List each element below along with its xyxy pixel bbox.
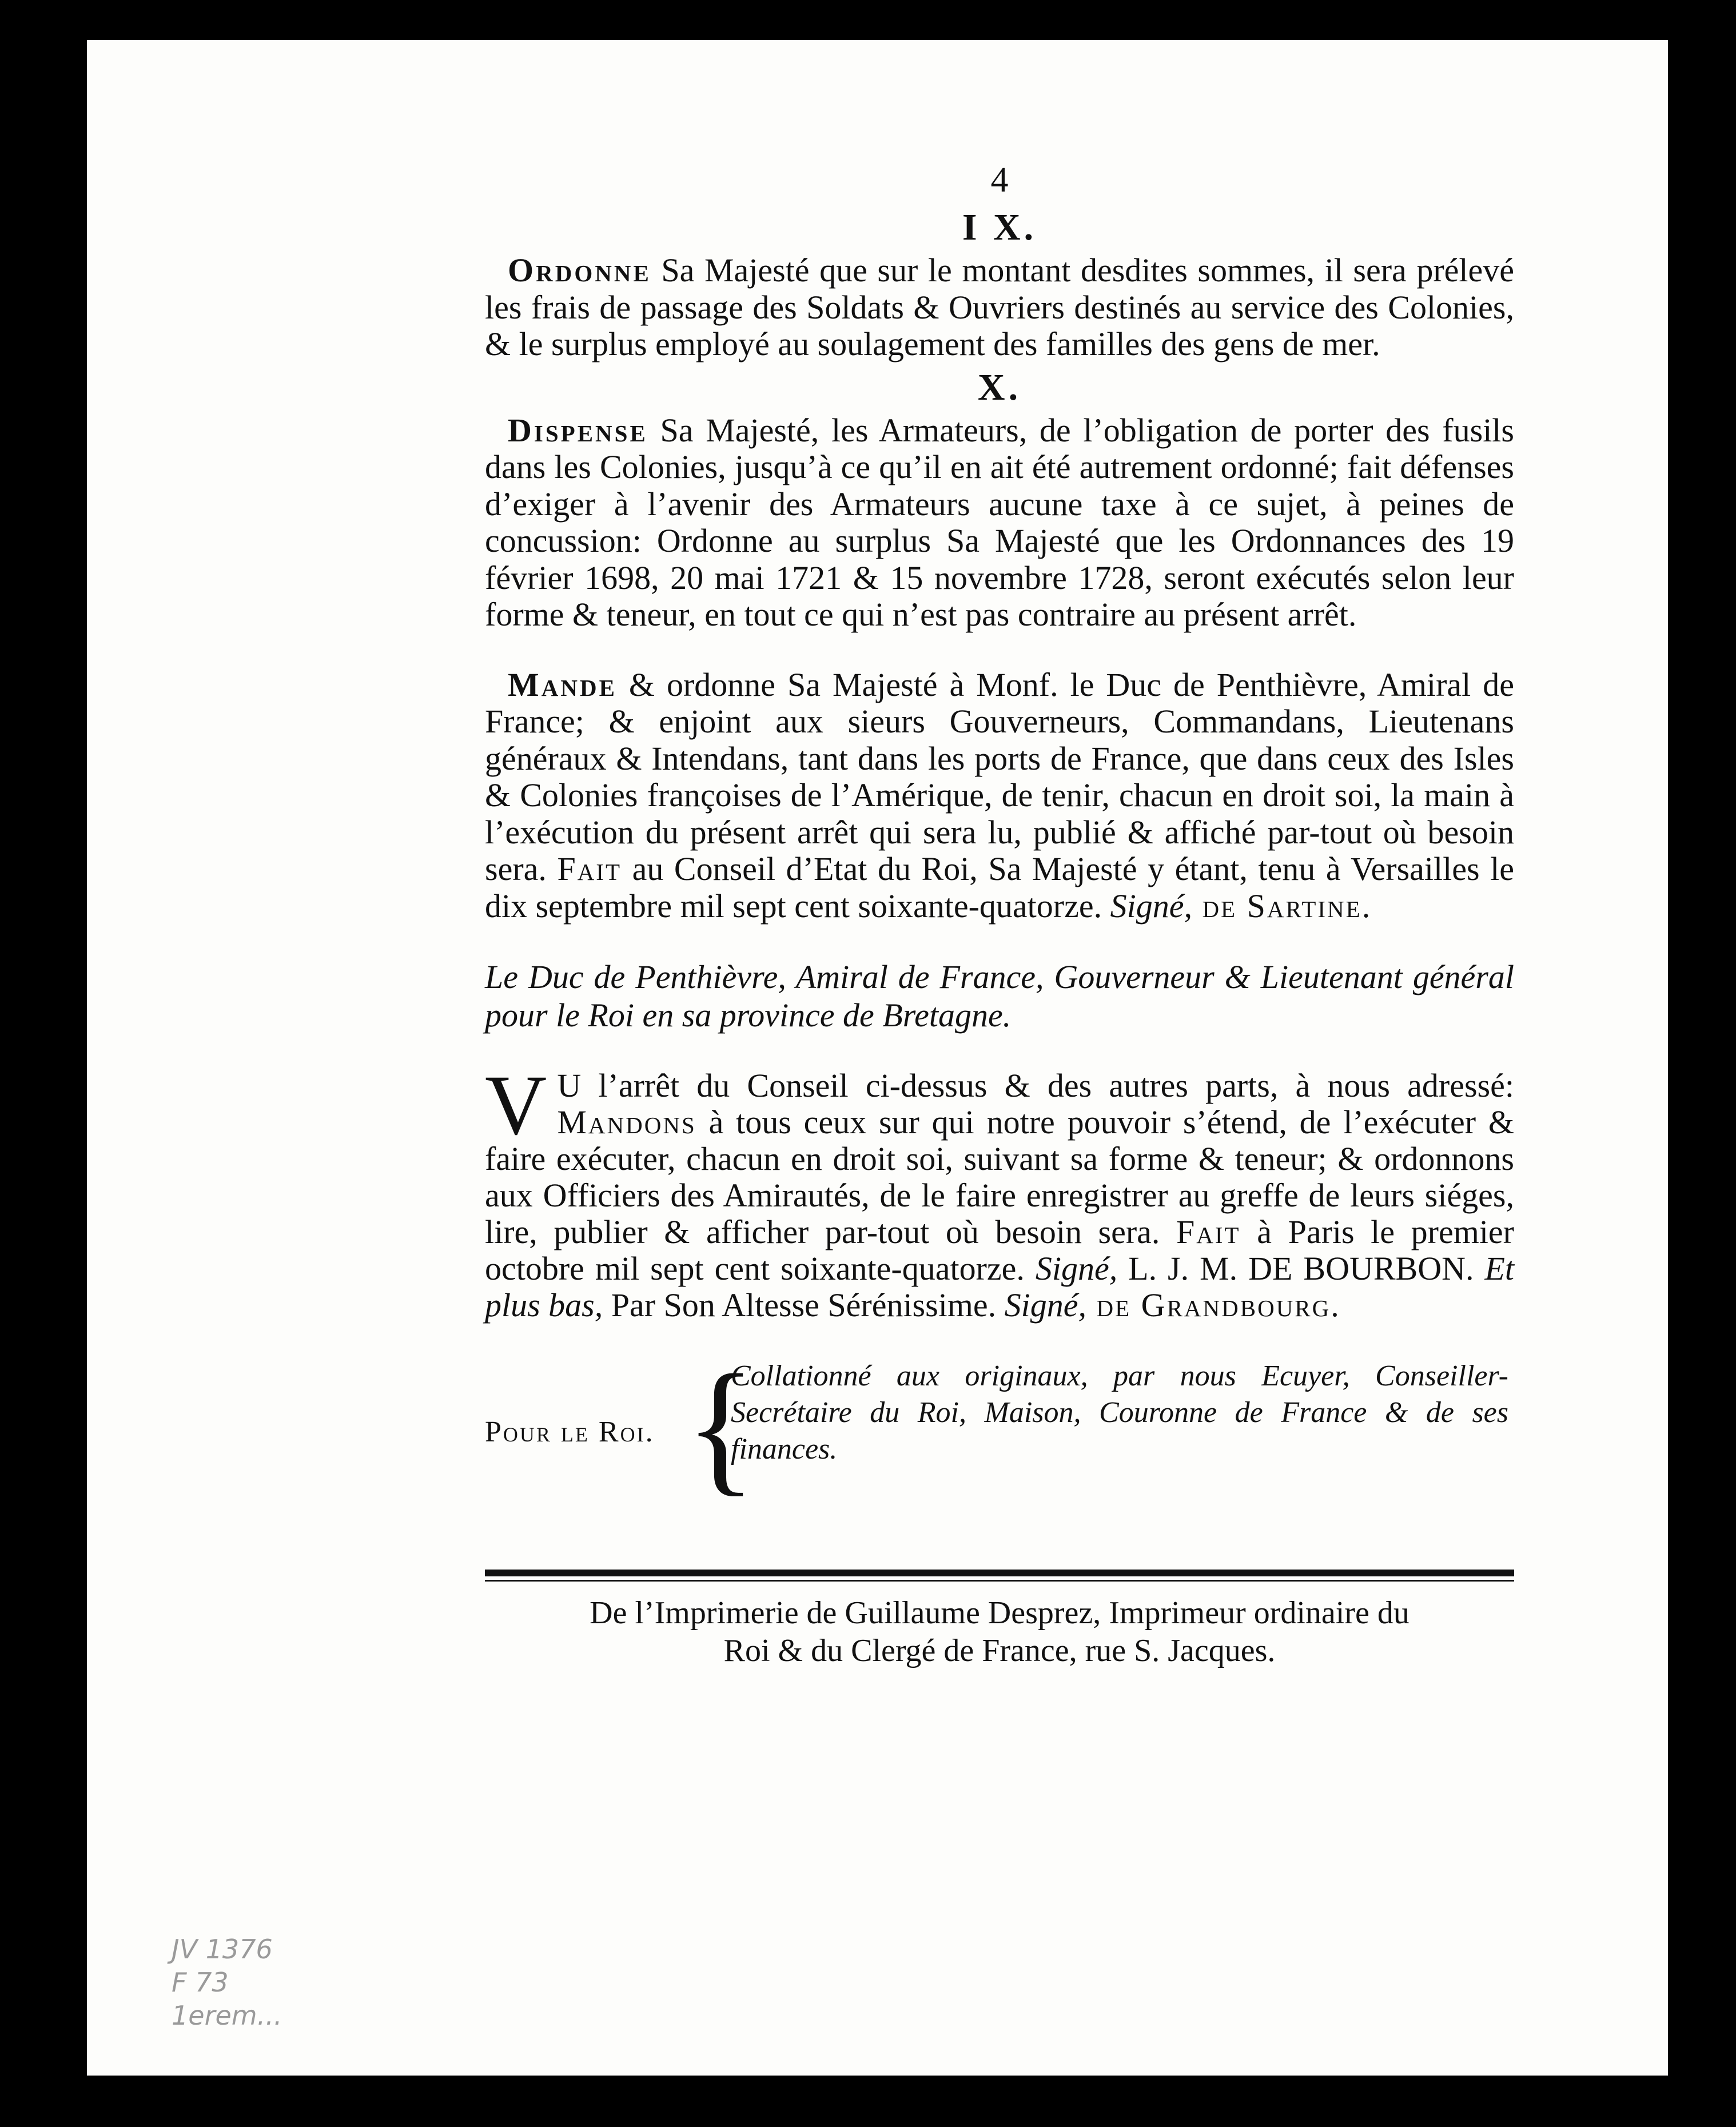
margin-note-line-3: 1erem... xyxy=(172,2000,282,2031)
vu-text-1: U l’arrêt du Conseil ci-dessus & des autres parts, à nous adressé: xyxy=(557,1067,1514,1104)
vu-mandons-word: Mandons xyxy=(557,1104,696,1141)
vu-text-5: Par Son Altesse Sérénissime. xyxy=(603,1286,1005,1324)
imprint-line-2: Roi & du Clergé de France, rue S. Jacques. xyxy=(723,1633,1276,1668)
mande-signe-word: Signé, xyxy=(1110,887,1192,925)
pour-le-roi: Pour le Roi. xyxy=(485,1416,655,1448)
margin-note-line-1: JV 1376 xyxy=(172,1934,273,1965)
imprint-rule-thick xyxy=(485,1570,1514,1576)
mande-lead-word: Mande xyxy=(508,666,617,703)
signature-block xyxy=(485,1344,1514,1509)
mande-fait-word: Fait xyxy=(557,850,622,887)
mande-text-1: & ordonne Sa Majesté à Monf. le Duc de Penthièvre, Amiral de France; & enjoint aux sieurs Gouverneurs, Commandans, Lieutenans généraux & Intendans, tant dans les ports de France, que dans ceux des Isles & Colonies françoises de l’Amérique, de tenir, chacun en droit soi, la main à l’exécution du présent arrêt qui sera lu, publié & affiché par-tout où besoin sera. xyxy=(485,666,1514,887)
margin-note-line-2: F 73 xyxy=(172,1967,229,1998)
article-x-paragraph xyxy=(485,412,1514,634)
vu-text-6: de Grandbourg. xyxy=(1086,1286,1341,1324)
article-ix-lead-word: Ordonne xyxy=(508,252,651,289)
article-x-lead-word: Dispense xyxy=(508,411,648,449)
article-ix-paragraph xyxy=(485,252,1514,363)
vu-text-4: L. J. M. DE BOURBON. xyxy=(1117,1250,1485,1287)
duc-title: Le Duc de Penthièvre, Amiral de France, Gouverneur & Lieutenant général pour le Roi en sa province de Bretagne. xyxy=(485,958,1514,1034)
article-ix-text: Sa Majesté que sur le montant desdites sommes, il sera prélevé les frais de passage des Soldats & Ouvriers destinés au service des Colonies, & le surplus employé au soulagement des familles des gens de mer. xyxy=(485,252,1514,363)
vu-signe-word-1: Signé, xyxy=(1035,1250,1118,1287)
dropcap-letter: V xyxy=(485,1058,547,1153)
vu-et-plus-bas: Et plus bas, xyxy=(485,1250,1514,1324)
document-page xyxy=(87,40,1668,2076)
vu-text-2: à tous ceux sur qui notre pouvoir s’étend, de l’exécuter & faire exécuter, chacun en droit soi, suivant sa forme & teneur; & ordonnons aux Officiers des Amirautés, de le faire enregistrer au greffe de leurs siéges, lire, publier & afficher par-tout où besoin sera. xyxy=(485,1104,1514,1250)
mande-signer-name: de Sartine. xyxy=(1192,887,1372,925)
imprint-rule-thin xyxy=(485,1580,1514,1582)
section-heading-x: X. xyxy=(977,366,1022,408)
page-number: 4 xyxy=(990,161,1009,200)
vu-signe-word-2: Signé, xyxy=(1004,1286,1087,1324)
handwritten-margin-note xyxy=(172,1933,320,2032)
vu-text-3: à Paris le premier octobre mil sept cent soixante-quatorze. xyxy=(485,1213,1514,1287)
collation-note: Collationné aux originaux, par nous Ecuyer, Conseiller-Secrétaire du Roi, Maison, Couronne de France & de ses finances. xyxy=(731,1360,1508,1465)
mande-text-2: au Conseil d’Etat du Roi, Sa Majesté y étant, tenu à Versailles le dix septembre mil sept cent soixante-quatorze. xyxy=(485,850,1514,925)
vu-paragraph xyxy=(485,1058,1514,1324)
mande-paragraph xyxy=(485,667,1514,925)
vu-fait-word: Fait xyxy=(1176,1213,1241,1250)
page-content xyxy=(485,157,1514,1670)
imprint-line-1: De l’Imprimerie de Guillaume Desprez, Imprimeur ordinaire du xyxy=(590,1595,1409,1631)
brace-glyph: { xyxy=(685,1344,756,1509)
section-heading-ix: I X. xyxy=(962,206,1037,248)
imprint xyxy=(485,1594,1514,1670)
article-x-text: Sa Majesté, les Armateurs, de l’obligation de porter des fusils dans les Colonies, jusqu’à ce qu’il en ait été autrement ordonné; fait défenses d’exiger à l’avenir des Armateurs aucune taxe à ce sujet, à peines de concussion: Ordonne au surplus Sa Majesté que les Ordonnances des 19 février 1698, 20 mai 1721 & 15 novembre 1728, seront exécutés selon leur forme & teneur, en tout ce qui n’est pas contraire au présent arrêt. xyxy=(485,411,1514,633)
